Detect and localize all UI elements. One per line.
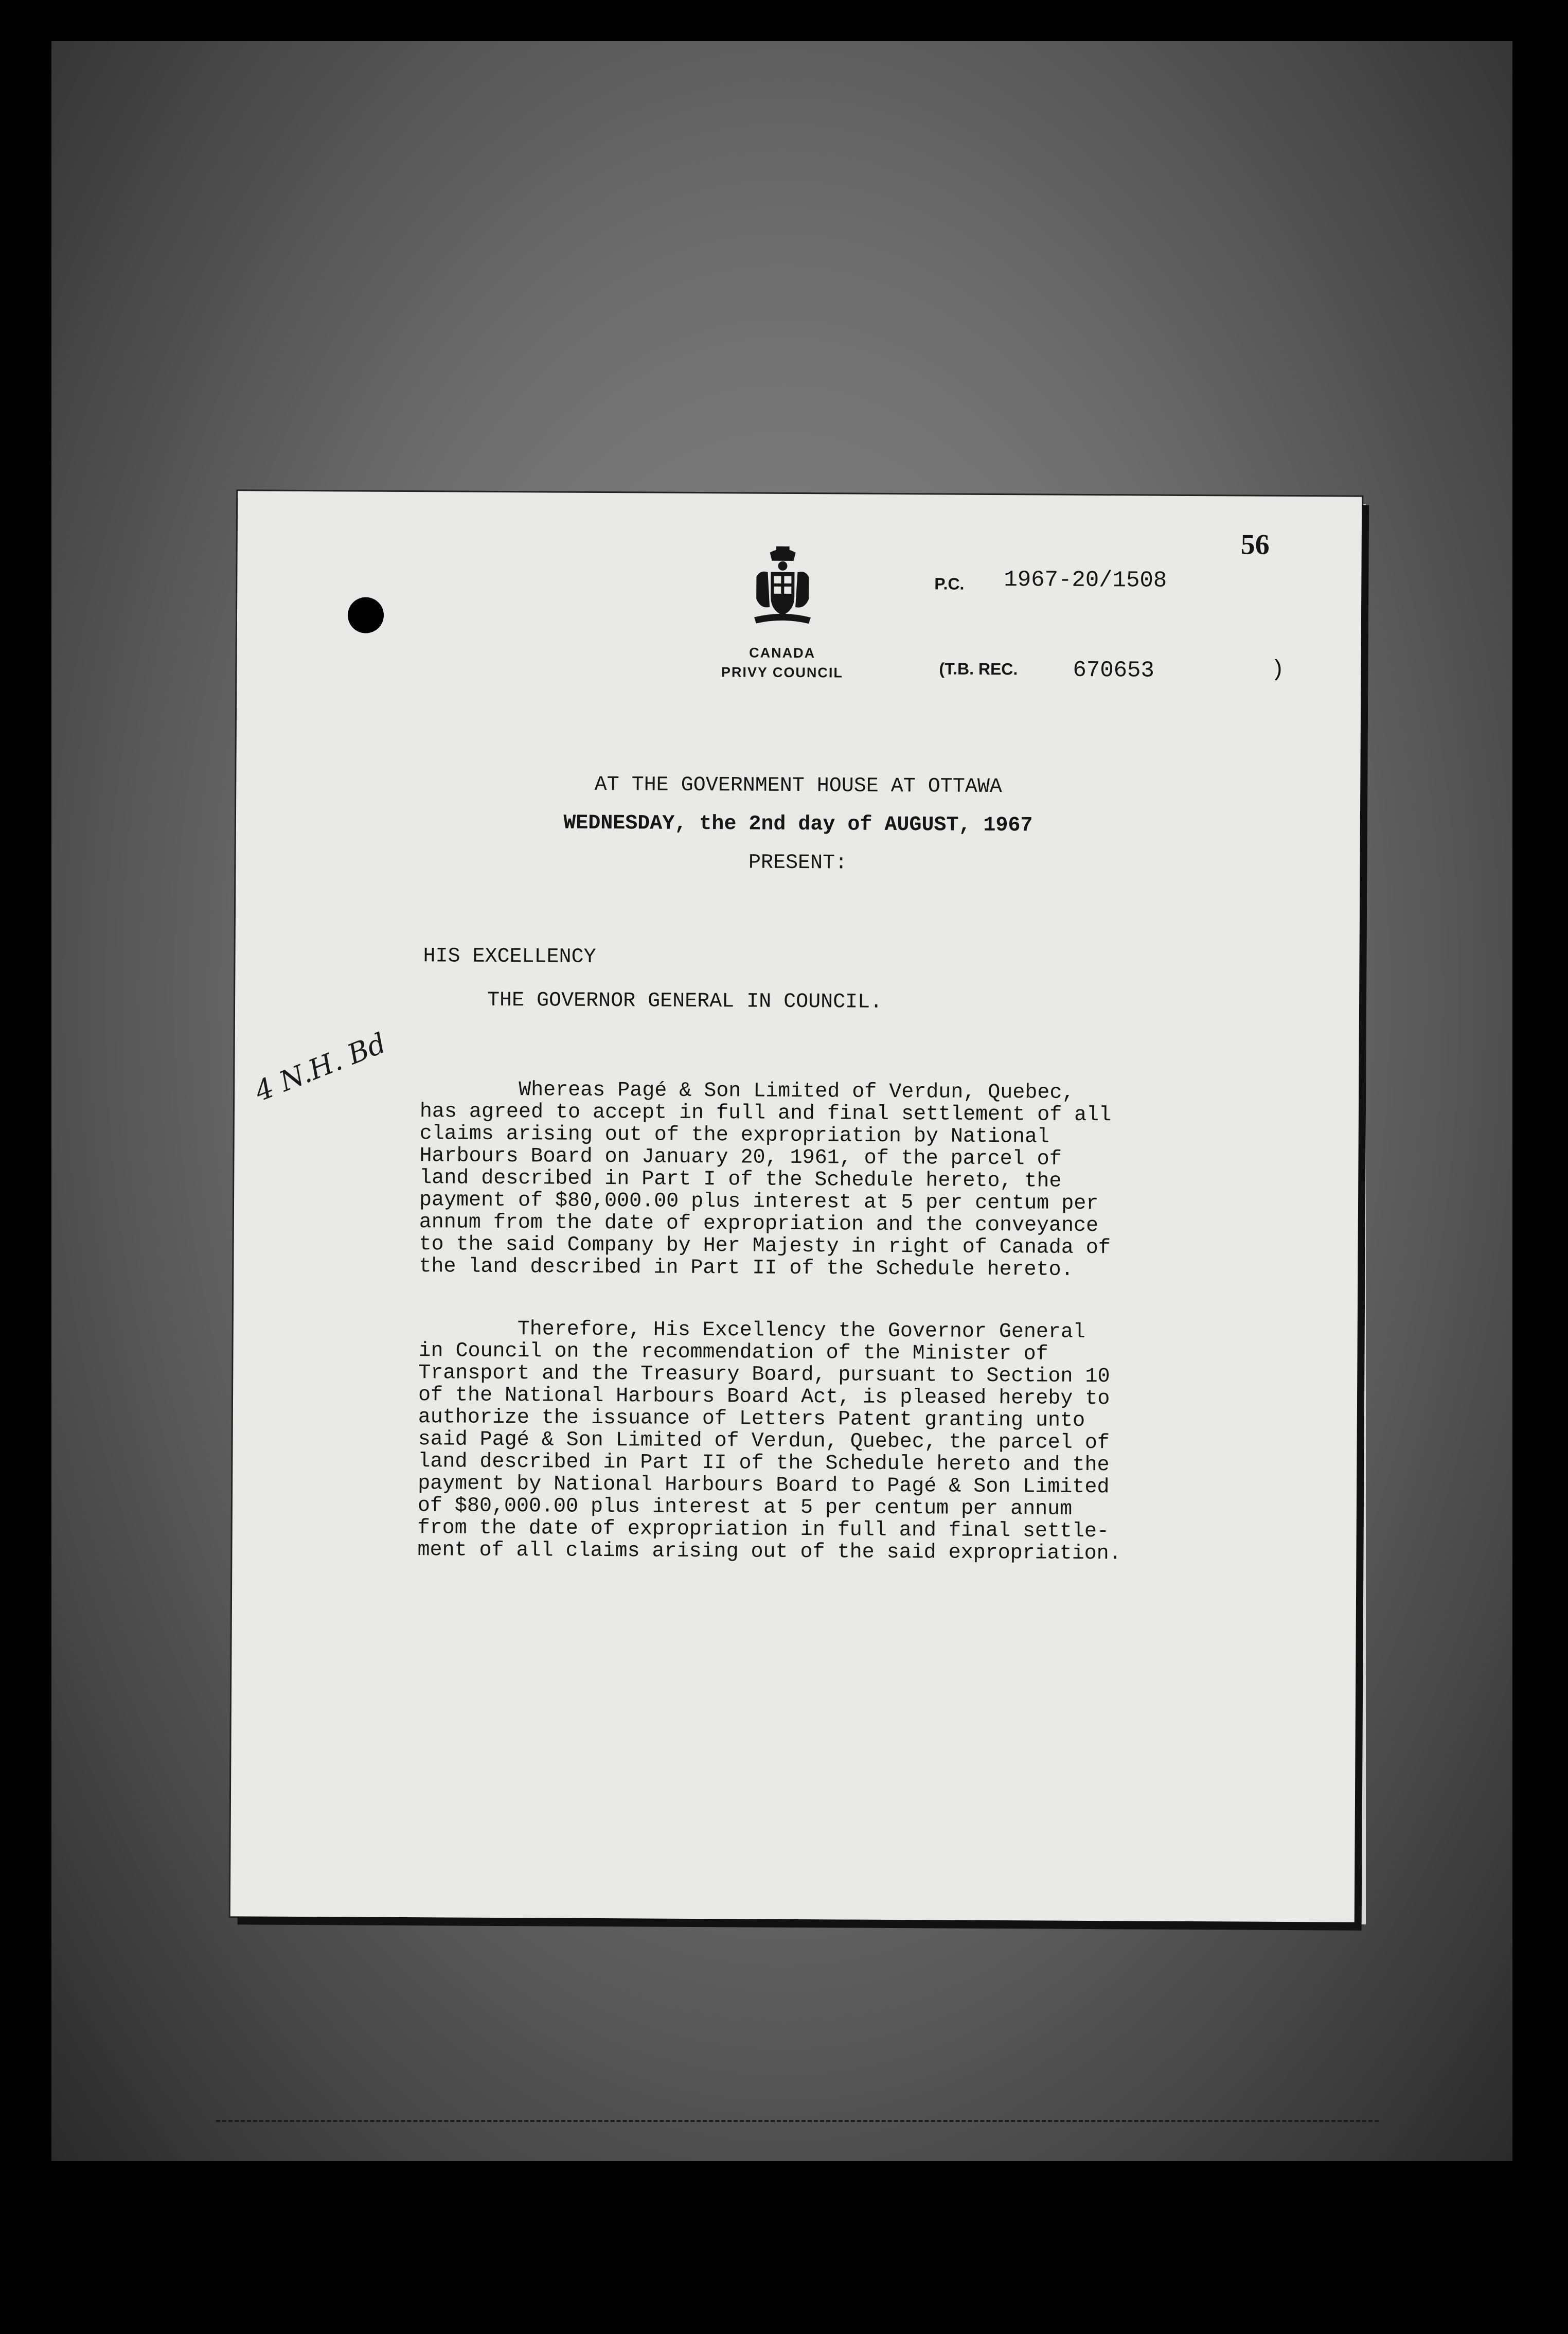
tb-label: (T.B. REC. xyxy=(939,659,1018,679)
handwritten-margin-note: 4 N.H. Bd xyxy=(250,1027,390,1108)
paragraph-line: Transport and the Treasury Board, pursuant to Section 10 xyxy=(418,1362,1110,1389)
paragraph-line: payment of $80,000.00 plus interest at 5 per centum per xyxy=(419,1189,1099,1216)
paragraph-line: has agreed to accept in full and final settlement of all xyxy=(419,1100,1112,1127)
heading-date: WEDNESDAY, the 2nd day of AUGUST, 1967 xyxy=(563,811,1033,838)
paragraph-line: ment of all claims arising out of the said expropriation. xyxy=(417,1539,1121,1566)
governor-general-in-council: THE GOVERNOR GENERAL IN COUNCIL. xyxy=(487,988,883,1014)
canadian-coat-of-arms-icon xyxy=(749,545,816,628)
paragraph-line: Whereas Pagé & Son Limited of Verdun, Quebec, xyxy=(420,1078,1075,1105)
heading-present: PRESENT: xyxy=(748,851,848,875)
paragraph-line: of the National Harbours Board Act, is pleased hereby to xyxy=(418,1384,1110,1411)
pc-number: 1967-20/1508 xyxy=(1004,567,1167,594)
punch-hole xyxy=(348,597,384,633)
paragraph-line: annum from the date of expropriation and the conveyance xyxy=(419,1211,1099,1238)
issuing-office xyxy=(689,643,875,683)
paragraph-line: said Pagé & Son Limited of Verdun, Quebec, the parcel of xyxy=(418,1428,1110,1455)
paragraph-line: to the said Company by Her Majesty in right of Canada of xyxy=(419,1233,1111,1260)
paragraph-line: Harbours Board on January 20, 1961, of the parcel of xyxy=(419,1144,1062,1171)
paragraph-line: of $80,000.00 plus interest at 5 per centum per annum xyxy=(417,1494,1073,1521)
paragraph-line: Therefore, His Excellency the Governor General xyxy=(418,1317,1086,1344)
paragraph-line: from the date of expropriation in full and final settle- xyxy=(417,1516,1110,1544)
org-country: CANADA xyxy=(749,645,816,661)
paragraph-line: land described in Part I of the Schedule hereto, the xyxy=(419,1166,1062,1193)
paragraph-therefore xyxy=(417,1318,1210,1565)
paragraph-whereas xyxy=(419,1078,1212,1282)
org-body: PRIVY COUNCIL xyxy=(721,664,844,681)
page-number: 56 xyxy=(1240,528,1270,561)
paragraph-line: the land described in Part II of the Schedule hereto. xyxy=(419,1255,1074,1282)
paragraph-line: land described in Part II of the Schedule hereto and the xyxy=(418,1450,1110,1477)
paragraph-line: authorize the issuance of Letters Patent granting unto xyxy=(418,1406,1085,1433)
paragraph-line: in Council on the recommendation of the Minister of xyxy=(418,1339,1048,1366)
paragraph-line: claims arising out of the expropriation by National xyxy=(419,1122,1050,1149)
his-excellency: HIS EXCELLENCY xyxy=(423,945,596,969)
tb-close-paren: ) xyxy=(1271,657,1285,683)
pc-label: P.C. xyxy=(934,574,965,593)
paragraph-line: payment by National Harbours Board to Pagé & Son Limited xyxy=(418,1472,1110,1499)
tb-number: 670653 xyxy=(1073,657,1155,684)
dashed-divider xyxy=(216,2120,1379,2122)
document-page xyxy=(230,491,1362,1922)
heading-location: AT THE GOVERNMENT HOUSE AT OTTAWA xyxy=(594,773,1002,799)
